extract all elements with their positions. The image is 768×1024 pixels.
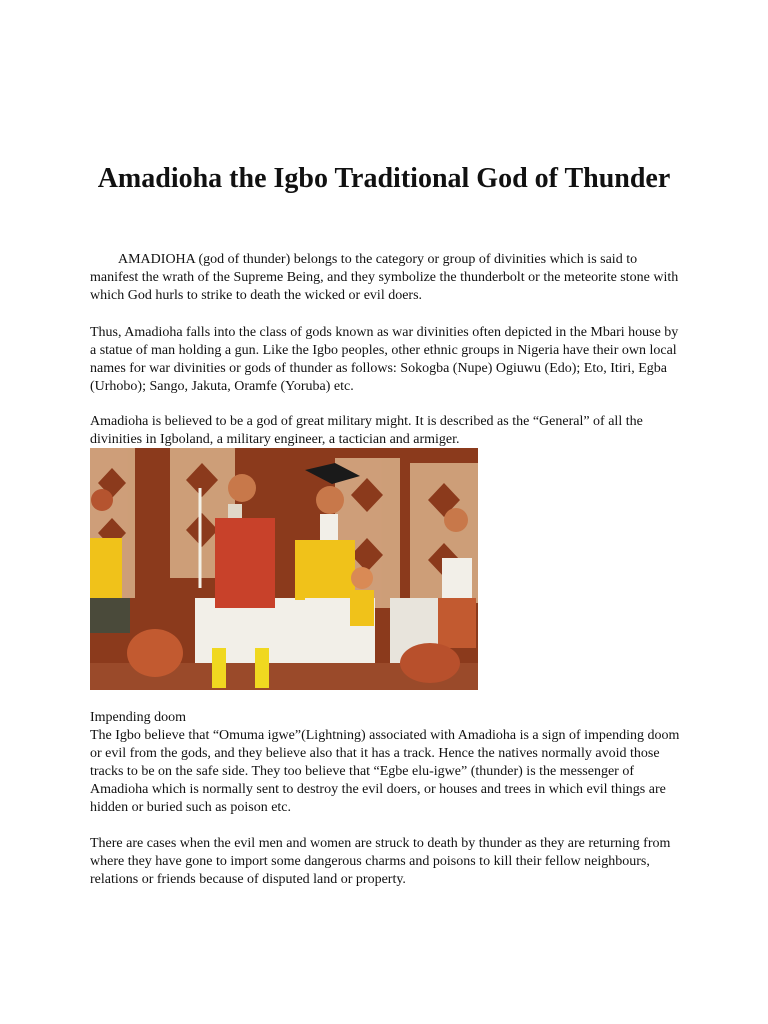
paragraph-struck-by-thunder: There are cases when the evil men and women are struck to death by thunder as they are returning from where they have gone to import some dangerous charms and poisons to kill their fellow neighbours, relations or friends because of disputed land or property. <box>90 836 671 887</box>
paragraph-war-divinities: Thus, Amadioha falls into the class of gods known as war divinities often depicted in the Mbari house by a statue of man holding a gun. Like the Igbo peoples, other ethnic groups in Nigeria have their own local names for war divinities or gods of thunder as follows: Sokogba (Nupe) Ogiuwu (Edo); Eto, Itiri, Egba (Urhobo); Sango, Jakuta, Oramfe (Yoruba) etc. <box>90 325 679 394</box>
paragraph-intro-text: AMADIOHA (god of thunder) belongs to the category or group of divinities which is said to manifest the wrath of the Supreme Being, and they symbolize the thunderbolt or the meteorite stone with which God hurls to strike to death the wicked or evil doers. <box>90 252 679 303</box>
mbari-sculptures-illustration <box>90 448 478 690</box>
mbari-sculptures-photo <box>90 448 478 690</box>
section-heading-impending-doom: Impending doom <box>90 710 187 725</box>
paragraph-military-might: Amadioha is believed to be a god of great military might. It is described as the “General” of all the divinities in Igboland, a military engineer, a tactician and armiger. <box>90 414 643 447</box>
paragraph-omuma-igwe: The Igbo believe that “Omuma igwe”(Lightning) associated with Amadioha is a sign of impending doom or evil from the gods, and they believe also that it has a track. Hence the natives normally avoid those tracks to be on the safe side. They too believe that “Egbe elu-igwe” (thunder) is the messenger of Amadioha which is normally sent to destroy the evil doers, or houses and trees in which evil things are hidden or buried such as poison etc. <box>90 728 680 815</box>
paragraph-intro <box>90 251 680 305</box>
document-title: Amadioha the Igbo Traditional God of Thunder <box>97 163 671 194</box>
